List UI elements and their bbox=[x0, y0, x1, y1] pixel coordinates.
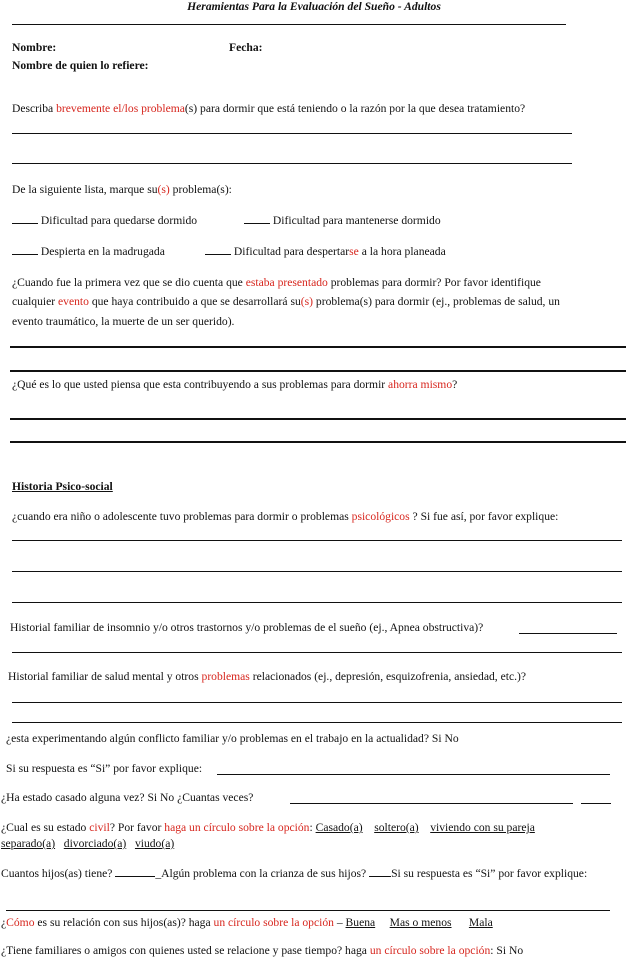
question-child: ¿cuando era niño o adolescente tuvo problemas para dormir o problemas psicológicos ? Si fue así, por favor explique: bbox=[12, 510, 559, 523]
question-civil-line2 bbox=[1, 837, 174, 850]
question-conflict: ¿esta experimentando algún conflicto familiar y/o problemas en el trabajo en la actualidad? Si No bbox=[6, 732, 459, 745]
question-list: De la siguiente lista, marque su(s) problema(s): bbox=[12, 183, 232, 196]
option-mantenerse[interactable]: Dificultad para mantenerse dormido bbox=[244, 213, 441, 227]
answer-line[interactable] bbox=[10, 418, 626, 420]
question-first-line3: evento traumático, la muerte de un ser querido). bbox=[12, 315, 235, 328]
page-title: Heramientas Para la Evaluación del Sueño - Adultos bbox=[187, 0, 441, 13]
option-madrugada[interactable]: Despierta en la madrugada bbox=[12, 244, 165, 258]
answer-line[interactable] bbox=[217, 774, 610, 775]
referente-label: Nombre de quien lo refiere: bbox=[12, 59, 149, 72]
answer-line[interactable] bbox=[12, 133, 572, 134]
answer-line[interactable] bbox=[12, 652, 622, 653]
answer-line[interactable] bbox=[12, 163, 572, 164]
question-describe: Describa brevemente el/los problema(s) para dormir que está teniendo o la razón por la que desea tratamiento? bbox=[12, 102, 526, 115]
question-civil: ¿Cual es su estado civil? Por favor haga un círculo sobre la opción: Casado(a) soltero(a) viviendo con su pareja bbox=[1, 821, 535, 834]
answer-line[interactable] bbox=[12, 571, 622, 572]
checkbox-blank[interactable] bbox=[12, 244, 38, 255]
option-separado[interactable]: separado(a) bbox=[1, 837, 56, 850]
answer-blank[interactable] bbox=[115, 866, 155, 877]
question-friends: ¿Tiene familiares o amigos con quienes usted se relacione y pase tiempo? haga un círculo sobre la opción: Si No bbox=[1, 944, 524, 957]
option-soltero[interactable]: soltero(a) bbox=[374, 821, 419, 834]
answer-blank[interactable] bbox=[369, 866, 391, 877]
checkbox-blank[interactable] bbox=[244, 213, 270, 224]
question-first-line1: ¿Cuando fue la primera vez que se dio cuenta que estaba presentado problemas para dormir? Por favor identifique bbox=[12, 276, 541, 289]
answer-line[interactable] bbox=[12, 702, 622, 703]
answer-line[interactable] bbox=[290, 803, 573, 804]
title-rule bbox=[12, 24, 566, 25]
question-married: ¿Ha estado casado alguna vez? Si No ¿Cuantas veces? bbox=[1, 791, 254, 804]
answer-line[interactable] bbox=[12, 602, 622, 603]
answer-line[interactable] bbox=[10, 346, 626, 348]
option-divorciado[interactable]: divorciado(a) bbox=[63, 837, 127, 850]
option-viudo[interactable]: viudo(a) bbox=[134, 837, 175, 850]
section-heading: Historia Psico-social bbox=[12, 480, 113, 493]
answer-line[interactable] bbox=[6, 910, 610, 911]
option-despertar[interactable]: Dificultad para despertarse a la hora planeada bbox=[205, 244, 446, 258]
answer-line[interactable] bbox=[10, 441, 626, 443]
question-conflict-explain: Si su respuesta es “Si” por favor explique: bbox=[6, 762, 203, 775]
answer-line[interactable] bbox=[12, 722, 622, 723]
nombre-label: Nombre: bbox=[12, 41, 57, 54]
question-first-line2: cualquier evento que haya contribuido a que se desarrollará su(s) problema(s) para dormir (ej., problemas de salud, un bbox=[12, 295, 560, 308]
option-quedarse[interactable]: Dificultad para quedarse dormido bbox=[12, 213, 197, 227]
option-mala[interactable]: Mala bbox=[468, 916, 493, 929]
option-viviendo-pareja[interactable]: viviendo con su pareja bbox=[430, 821, 535, 834]
question-children: Cuantos hijos(as) tiene? _Algún problema con la crianza de sus hijos? Si su respuesta es “Si” por favor explique: bbox=[1, 867, 588, 880]
answer-line[interactable] bbox=[10, 370, 626, 372]
question-contrib: ¿Qué es lo que usted piensa que esta contribuyendo a sus problemas para dormir ahorra mismo? bbox=[12, 378, 458, 391]
answer-line[interactable] bbox=[581, 803, 611, 804]
option-buena[interactable]: Buena bbox=[345, 916, 376, 929]
fecha-label: Fecha: bbox=[229, 41, 263, 54]
question-relation: ¿Cómo es su relación con sus hijos(as)? haga un círculo sobre la opción – Buena Mas o menos Mala bbox=[1, 916, 493, 929]
answer-line[interactable] bbox=[519, 633, 617, 634]
checkbox-blank[interactable] bbox=[205, 244, 231, 255]
question-family-mental: Historial familiar de salud mental y otros problemas relacionados (ej., depresión, esquizofrenia, ansiedad, etc.)? bbox=[8, 670, 527, 683]
answer-line[interactable] bbox=[12, 540, 622, 541]
checkbox-blank[interactable] bbox=[12, 213, 38, 224]
option-mas-o-menos[interactable]: Mas o menos bbox=[389, 916, 452, 929]
option-casado[interactable]: Casado(a) bbox=[315, 821, 363, 834]
question-family-sleep: Historial familiar de insomnio y/o otros trastornos y/o problemas de el sueño (ej., Apnea obstructiva)? bbox=[10, 621, 484, 634]
